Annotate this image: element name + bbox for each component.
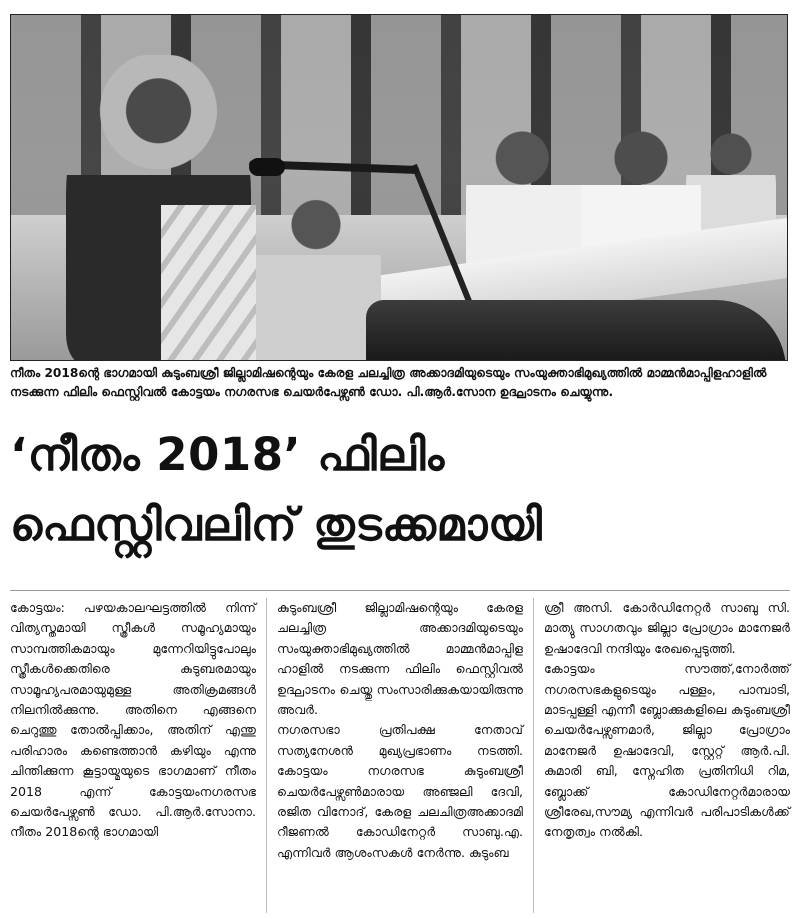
- article-column-1: [10, 598, 256, 913]
- headline-line-2: ഫെസ്റ്റിവലിന് തുടക്കമായി: [10, 498, 543, 551]
- paragraph: കോട്ടയം: പഴയകാലഘട്ടത്തിൽ നിന്ന് വിത്യസ്തമായി സ്ത്രീകൾ സമൂഹ്യമായും സാമ്പത്തികമായും മുന്നേറിയിട്ടുപോലും സ്ത്രീകൾക്കെതിരെ കുടുബരമായും സാമൂഹ്യപരമായുമുള്ള അതിക്രമങ്ങൾ നിലനിൽക്കുന്നു. അതിനെ എങ്ങനെ ചെറുത്തു തോൽപ്പിക്കാം, അതിന് എന്തു പരിഹാരം കണ്ടെത്താൻ കഴിയും എന്നു ചിന്തിക്കുന്ന കൂട്ടായ്മയുടെ ഭാഗമാണ് നീതം 2018 എന്ന് കോട്ടയംനഗരസഭ ചെയർപേഴ്സൺ ഡോ. പി.ആർ.സോനാ. നീതം 2018ന്റെ ഭാഗമായി: [10, 600, 257, 840]
- article-column-2: [277, 598, 523, 913]
- paragraph: ശ്രീ അസി. കോർഡിനേറ്റർ സാബു സി. മാത്യു സാഗതവും ജില്ലാ പ്രോഗ്രാം മാനേജർ ഉഷാദേവി നന്ദിയും രേഖപ്പെടുത്തി.: [543, 600, 790, 656]
- divider: [10, 590, 790, 591]
- headline: [10, 420, 790, 560]
- article-column-3: [544, 598, 790, 913]
- microphone-head-icon: [249, 158, 285, 176]
- paragraph: നഗരസഭാ പ്രതിപക്ഷ നേതാവ് സത്യനേശൻ മുഖ്യപ്രഭാണം നടത്തി. കോട്ടയം നഗരസഭ കുടുംബശ്രീ ചെയർപേഴ്സൺമാരായ അഞ്ജലി ദേവി, രജിത വിനോദ്, കേരള ചലചിത്രഅക്കാദമി റീജണൽ കോഡിനേറ്റർ സാബു.എ. എന്നിവർ ആശംസകൾ നേർന്നു. കുടുംബ: [276, 722, 523, 860]
- article-body: [10, 598, 790, 913]
- speaker-sari: [161, 205, 256, 360]
- column-divider: [533, 598, 534, 913]
- paragraph: കോട്ടയം സൗത്ത്,നോർത്ത് നഗരസഭകളുടെയും പള്ളം, പാമ്പാടി, മാടപ്പള്ളി എന്നീ ബ്ലോക്കുകളിലെ കുടുംബശ്രീ ചെയർപേഴ്സണമാർ, ജില്ലാ പ്രോഗ്രാം മാനേജർ ഉഷാദേവി, സ്റ്റേറ്റ് ആർ.പി. കുമാരി ബി, സ്നേഹിത പ്രതിനിധി റിമ, ബ്ലോക്ക് കോഡിനേറ്റർമാരായ ശ്രീരേഖ,സൗമ്യ എന്നിവർ പരിപാടികൾക്ക് നേതൃത്വം നൽകി.: [543, 661, 790, 840]
- seated-woman: [251, 185, 381, 361]
- column-divider: [266, 598, 267, 913]
- headline-line-1: ‘നീതം 2018’ ഫിലിം: [10, 428, 445, 481]
- paragraph: കുടുംബശ്രീ ജില്ലാമിഷന്റെയും കേരള ചലച്ചിത്ര അക്കാദമിയുടെയും സംയുക്താഭിമുഖ്യത്തിൽ മാമ്മൻമാപ്പിള ഹാളിൽ നടക്കുന്ന ഫിലിം ഫെസ്റ്റിവൽ ഉദ്ഘാടനം ചെയ്തു സംസാരിക്കുകയായിരുന്നു അവർ.: [276, 600, 523, 718]
- photo-caption: നീതം 2018ന്റെ ഭാഗമായി കുടുംബശ്രീ ജില്ലാമിഷന്റെയും കേരള ചലച്ചിത്ര അക്കാദമിയുടെയും സംയുക്താഭിമുഖ്യത്തിൽ മാമ്മൻമാപ്പിളഹാളിൽ നടക്കുന്ന ഫിലിം ഫെസ്റ്റിവൽ കോട്ടയം നഗരസഭ ചെയർപേഴ്സൺ ഡോ. പി.ആർ.സോന ഉദ്ഘാടനം ചെയ്യുന്നു.: [10, 366, 767, 399]
- event-photo: [10, 14, 788, 361]
- podium: [366, 300, 786, 361]
